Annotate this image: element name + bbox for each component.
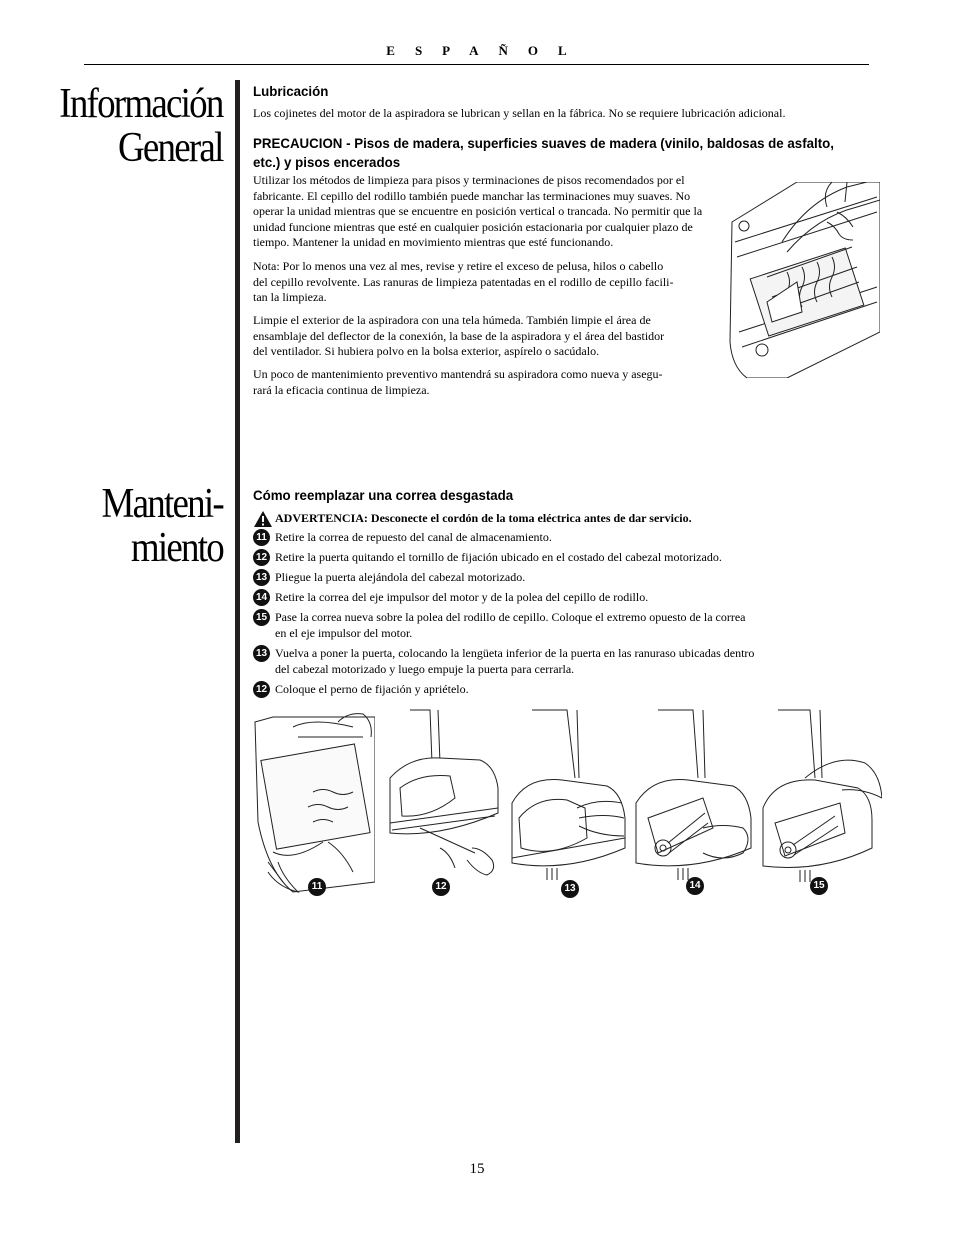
step-number-badge: 13 (253, 569, 270, 586)
vertical-divider (235, 80, 240, 1143)
step-number-badge: 15 (253, 609, 270, 626)
list-item: 12 Coloque el perno de fijación y apriételo. (253, 681, 833, 697)
figure-14-illustration (633, 708, 755, 883)
section-title-maintenance: Manteni- miento (101, 481, 223, 571)
list-item: 15 Pase la correa nueva sobre la polea del rodillo de cepillo. Coloque el extremo opuesto de la correa en el eje impulsor del motor. (253, 609, 833, 641)
warning-triangle-icon (253, 510, 273, 528)
list-item: 11 Retire la correa de repuesto del canal de almacenamiento. (253, 529, 833, 545)
list-item: 12 Retire la puerta quitando el tornillo de fijación ubicado en el costado del cabezal motorizado. (253, 549, 833, 565)
lubrication-text: Los cojinetes del motor de la aspiradora se lubrican y sellan en la fábrica. No se requiere lubricación adicional. (253, 106, 786, 120)
figure-15-illustration (760, 708, 882, 883)
step-number-badge: 12 (253, 681, 270, 698)
page-number: 15 (469, 1161, 485, 1177)
figure-label: 14 (686, 877, 704, 895)
belt-steps-list (253, 510, 833, 701)
lubrication-heading: Lubricación (253, 83, 329, 99)
section-title-general-info: Información General (59, 81, 223, 171)
step-number-badge: 11 (253, 529, 270, 546)
brush-roll-cleaning-illustration (727, 182, 880, 378)
language-header: ESPAÑOL (386, 43, 587, 58)
step-number-badge: 12 (253, 549, 270, 566)
caution-paragraph-4: Un poco de mantenimiento preventivo mantendrá su aspiradora como nueva y asegu- rará la eficacia continua de limpieza. (253, 367, 663, 397)
figure-11-illustration (253, 712, 375, 897)
figure-label: 13 (561, 880, 579, 898)
caution-paragraph-3: Limpie el exterior de la aspiradora con una tela húmeda. También limpie el área de ensamblaje del deflector de la conexión, la base de la aspiradora y el área del bastidor del ventilador. Si hubiera polvo en la bolsa exterior, aspírelo o sacúdalo. (253, 313, 665, 358)
list-item: 13 Vuelva a poner la puerta, colocando la lengüeta inferior de la puerta en las ranuraso ubicadas dentro del cabezal motorizado y luego empuje la puerta para cerrarla. (253, 645, 833, 677)
warning-line: ADVERTENCIA: Desconecte el cordón de la toma eléctrica antes de dar servicio. (253, 510, 833, 526)
header-rule (84, 64, 869, 65)
caution-paragraph-2: Nota: Por lo menos una vez al mes, revise y retire el exceso de pelusa, hilos o cabello del cepillo revolvente. Las ranuras de limpieza patentadas en el rodillo de cepillo facili- tan la limpieza. (253, 259, 674, 304)
caution-paragraph-1: Utilizar los métodos de limpieza para pisos y terminaciones de pisos recomendados por el fabricante. El cepillo del rodillo también puede manchar las terminaciones muy suaves. No operar la unidad mientras que se encuentre en posición vertical o trancada. No permitir que la unidad funcione mientras que esté en cualquier posición estacionaria por cualquier plazo de tiempo. Mantener la unidad en movimiento mientras que esté funcionando. (253, 173, 703, 249)
figure-label: 11 (308, 878, 326, 896)
figure-label: 15 (810, 877, 828, 895)
caution-heading: PRECAUCION - Pisos de madera, superficies suaves de madera (vinilo, baldosas de asfalto, etc.) y pisos encerados (253, 135, 834, 170)
figure-13-illustration (507, 708, 629, 883)
step-number-badge: 13 (253, 645, 270, 662)
figure-label: 12 (432, 878, 450, 896)
belt-heading: Cómo reemplazar una correa desgastada (253, 487, 514, 503)
step-number-badge: 14 (253, 589, 270, 606)
figure-12-illustration (380, 708, 500, 878)
list-item: 14 Retire la correa del eje impulsor del motor y de la polea del cepillo de rodillo. (253, 589, 833, 605)
list-item: 13 Pliegue la puerta alejándola del cabezal motorizado. (253, 569, 833, 585)
